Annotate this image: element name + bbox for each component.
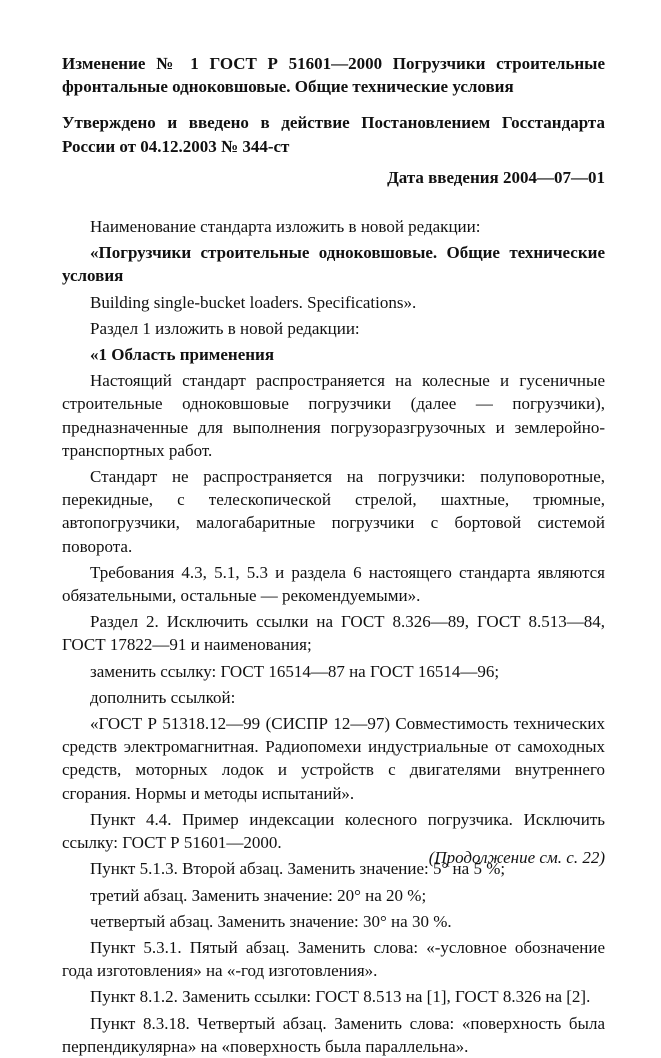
paragraph: третий абзац. Заменить значение: 20° на 20 %; [90,885,427,905]
new-standard-title: «Погрузчики строительные одноковшовые. Общие технические условия [62,243,605,286]
paragraph: Стандарт не распространяется на погрузчики: полуповоротные, перекидные, с телескопической стрелой, шахтные, трюмные, автопогрузчики, малогабаритные погрузчики с бортовой системой поворота. [62,467,605,556]
paragraph: «ГОСТ Р 51318.12—99 (СИСПР 12—97) Совместимость технических средств электромагнитная. Радиопомехи индустриальные от самоходных средств, моторных лодок и устройств с двигателями внутреннего сгорания. Нормы и методы испытаний». [62,714,605,803]
paragraph: Пункт 5.3.1. Пятый абзац. Заменить слова: «-условное обозначение года изготовления» на «-год изготовления». [62,937,605,981]
paragraph: четвертый абзац. Заменить значение: 30° на 30 %. [90,911,452,931]
paragraph: Раздел 1 изложить в новой редакции: [90,318,360,338]
paragraph: Пункт 8.3.18. Четвертый абзац. Заменить слова: «поверхность была перпендикулярна» на «поверхность была параллельна». [62,1013,605,1056]
paragraph: Требования 4.3, 5.1, 5.3 и раздела 6 настоящего стандарта являются обязательными, остальные — рекомендуемыми». [62,562,605,606]
paragraph: заменить ссылку: ГОСТ 16514—87 на ГОСТ 16514—96; [90,661,500,681]
effective-date: Дата введения 2004—07—01 [387,167,605,187]
paragraph: Наименование стандарта изложить в новой редакции: [90,217,481,237]
document-body [62,215,605,1058]
continuation-note: (Продолжение см. с. 22) [428,848,605,867]
english-title: Building single-bucket loaders. Specifications». [90,292,417,312]
paragraph: Настоящий стандарт распространяется на колесные и гусеничные строительные одноковшовые погрузчики (далее — погрузчики), предназначенные для выполнения погрузоразгрузочных и землеройно-транспортных работ. [62,371,605,460]
change-title: Изменение № 1 ГОСТ Р 51601—2000 Погрузчики строительные фронтальные одноковшовые. Общие технические условия [62,54,605,97]
approval-line: Утверждено и введено в действие Постановлением Госстандарта России от 04.12.2003 № 344-ст [62,113,605,156]
paragraph: Пункт 8.1.2. Заменить ссылки: ГОСТ 8.513 на [1], ГОСТ 8.326 на [2]. [90,987,591,1007]
section-heading: «1 Область применения [90,345,275,365]
paragraph: Раздел 2. Исключить ссылки на ГОСТ 8.326—89, ГОСТ 8.513—84, ГОСТ 17822—91 и наименования; [62,612,605,655]
paragraph: Пункт 4.4. Пример индексации колесного погрузчика. Исключить ссылку: ГОСТ Р 51601—2000. [62,809,605,853]
paragraph: дополнить ссылкой: [90,687,236,707]
paragraph: Пункт 5.1.3. Второй абзац. Заменить значение: 5° на 5 %; [90,859,506,879]
